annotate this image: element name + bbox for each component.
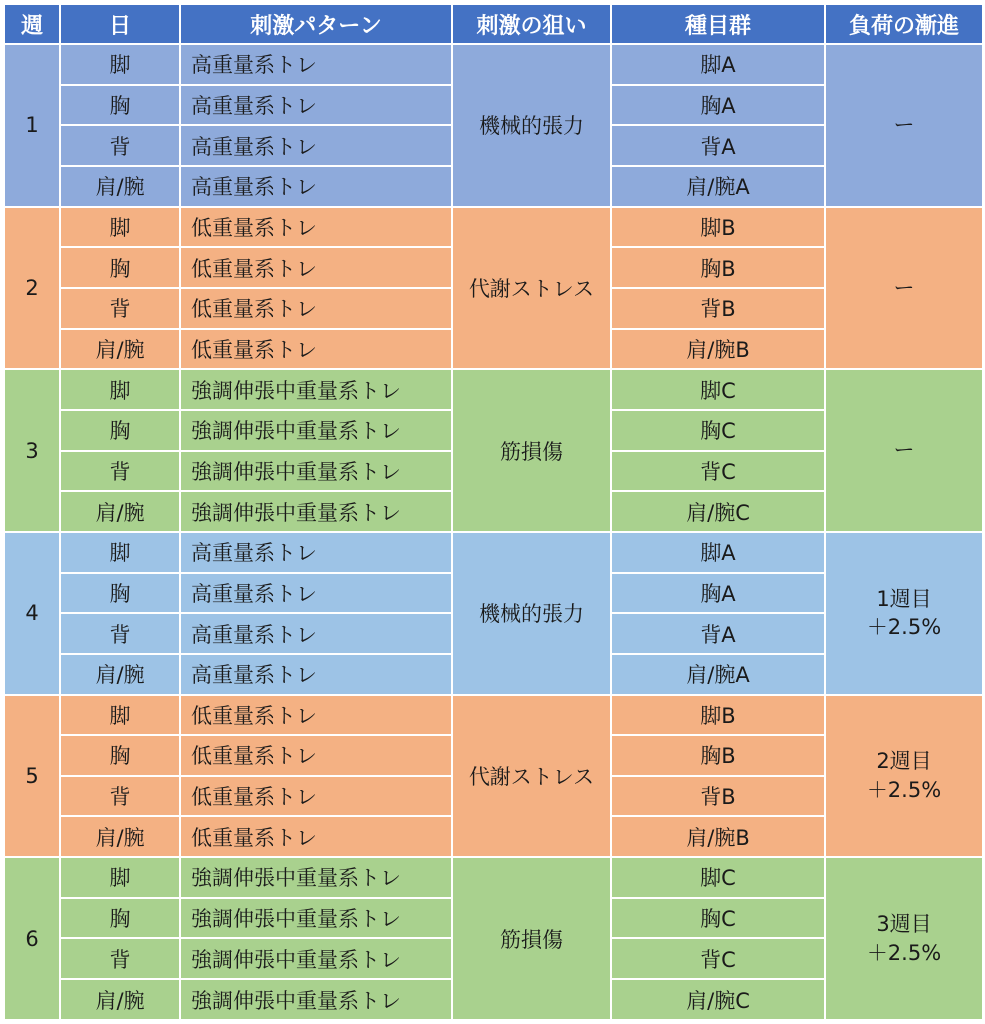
load-progression-cell: ー bbox=[825, 44, 983, 207]
stimulus-pattern-cell: 低重量系トレ bbox=[180, 329, 452, 370]
day-cell: 胸 bbox=[60, 85, 180, 126]
stimulus-pattern-cell: 強調伸張中重量系トレ bbox=[180, 898, 452, 939]
day-cell: 背 bbox=[60, 125, 180, 166]
day-cell: 背 bbox=[60, 776, 180, 817]
exercise-group-cell: 背B bbox=[611, 288, 825, 329]
exercise-group-cell: 背A bbox=[611, 125, 825, 166]
stimulus-pattern-cell: 強調伸張中重量系トレ bbox=[180, 938, 452, 979]
stimulus-pattern-cell: 強調伸張中重量系トレ bbox=[180, 491, 452, 532]
load-progression-cell: 2週目 ＋2.5% bbox=[825, 695, 983, 858]
stimulus-pattern-cell: 高重量系トレ bbox=[180, 166, 452, 207]
table-body bbox=[4, 44, 983, 1020]
stimulus-pattern-cell: 高重量系トレ bbox=[180, 613, 452, 654]
day-cell: 背 bbox=[60, 613, 180, 654]
load-progression-cell: 1週目 ＋2.5% bbox=[825, 532, 983, 695]
week-number-cell: 2 bbox=[4, 207, 60, 370]
week-number-cell: 6 bbox=[4, 857, 60, 1020]
exercise-group-cell: 背A bbox=[611, 613, 825, 654]
header-week: 週 bbox=[4, 4, 60, 44]
exercise-group-cell: 胸A bbox=[611, 85, 825, 126]
stimulus-pattern-cell: 高重量系トレ bbox=[180, 85, 452, 126]
stimulus-pattern-cell: 強調伸張中重量系トレ bbox=[180, 451, 452, 492]
table-row bbox=[4, 369, 983, 410]
exercise-group-cell: 脚B bbox=[611, 695, 825, 736]
stimulus-pattern-cell: 低重量系トレ bbox=[180, 816, 452, 857]
week-number-cell: 3 bbox=[4, 369, 60, 532]
day-cell: 背 bbox=[60, 451, 180, 492]
stimulus-goal-cell: 代謝ストレス bbox=[452, 695, 611, 858]
table-row bbox=[4, 695, 983, 736]
exercise-group-cell: 脚A bbox=[611, 532, 825, 573]
stimulus-pattern-cell: 低重量系トレ bbox=[180, 207, 452, 248]
header-stimulus-pattern: 刺激パターン bbox=[180, 4, 452, 44]
stimulus-pattern-cell: 強調伸張中重量系トレ bbox=[180, 857, 452, 898]
table-row bbox=[4, 44, 983, 85]
exercise-group-cell: 胸B bbox=[611, 735, 825, 776]
day-cell: 背 bbox=[60, 288, 180, 329]
exercise-group-cell: 肩/腕C bbox=[611, 491, 825, 532]
day-cell: 脚 bbox=[60, 695, 180, 736]
exercise-group-cell: 肩/腕B bbox=[611, 329, 825, 370]
day-cell: 胸 bbox=[60, 410, 180, 451]
training-schedule-table bbox=[3, 3, 984, 1021]
exercise-group-cell: 脚B bbox=[611, 207, 825, 248]
stimulus-goal-cell: 機械的張力 bbox=[452, 532, 611, 695]
day-cell: 肩/腕 bbox=[60, 979, 180, 1020]
week-number-cell: 5 bbox=[4, 695, 60, 858]
day-cell: 脚 bbox=[60, 369, 180, 410]
table-row bbox=[4, 207, 983, 248]
day-cell: 脚 bbox=[60, 44, 180, 85]
exercise-group-cell: 肩/腕A bbox=[611, 166, 825, 207]
stimulus-pattern-cell: 強調伸張中重量系トレ bbox=[180, 369, 452, 410]
day-cell: 肩/腕 bbox=[60, 816, 180, 857]
stimulus-goal-cell: 筋損傷 bbox=[452, 857, 611, 1020]
day-cell: 胸 bbox=[60, 247, 180, 288]
day-cell: 胸 bbox=[60, 898, 180, 939]
exercise-group-cell: 脚C bbox=[611, 369, 825, 410]
stimulus-pattern-cell: 低重量系トレ bbox=[180, 247, 452, 288]
stimulus-pattern-cell: 低重量系トレ bbox=[180, 735, 452, 776]
day-cell: 胸 bbox=[60, 735, 180, 776]
table-header bbox=[4, 4, 983, 44]
stimulus-pattern-cell: 高重量系トレ bbox=[180, 532, 452, 573]
exercise-group-cell: 脚C bbox=[611, 857, 825, 898]
load-progression-cell: 3週目 ＋2.5% bbox=[825, 857, 983, 1020]
stimulus-pattern-cell: 低重量系トレ bbox=[180, 776, 452, 817]
day-cell: 肩/腕 bbox=[60, 166, 180, 207]
header-stimulus-goal: 刺激の狙い bbox=[452, 4, 611, 44]
header-load-progression: 負荷の漸進 bbox=[825, 4, 983, 44]
exercise-group-cell: 胸B bbox=[611, 247, 825, 288]
header-day: 日 bbox=[60, 4, 180, 44]
stimulus-pattern-cell: 低重量系トレ bbox=[180, 695, 452, 736]
exercise-group-cell: 胸C bbox=[611, 410, 825, 451]
stimulus-goal-cell: 筋損傷 bbox=[452, 369, 611, 532]
stimulus-pattern-cell: 強調伸張中重量系トレ bbox=[180, 979, 452, 1020]
exercise-group-cell: 胸C bbox=[611, 898, 825, 939]
exercise-group-cell: 肩/腕C bbox=[611, 979, 825, 1020]
day-cell: 肩/腕 bbox=[60, 654, 180, 695]
stimulus-goal-cell: 代謝ストレス bbox=[452, 207, 611, 370]
stimulus-pattern-cell: 低重量系トレ bbox=[180, 288, 452, 329]
stimulus-pattern-cell: 強調伸張中重量系トレ bbox=[180, 410, 452, 451]
day-cell: 肩/腕 bbox=[60, 491, 180, 532]
exercise-group-cell: 背C bbox=[611, 938, 825, 979]
day-cell: 脚 bbox=[60, 207, 180, 248]
exercise-group-cell: 肩/腕A bbox=[611, 654, 825, 695]
day-cell: 脚 bbox=[60, 857, 180, 898]
exercise-group-cell: 肩/腕B bbox=[611, 816, 825, 857]
header-exercise-group: 種目群 bbox=[611, 4, 825, 44]
day-cell: 胸 bbox=[60, 573, 180, 614]
stimulus-pattern-cell: 高重量系トレ bbox=[180, 573, 452, 614]
day-cell: 脚 bbox=[60, 532, 180, 573]
stimulus-goal-cell: 機械的張力 bbox=[452, 44, 611, 207]
day-cell: 背 bbox=[60, 938, 180, 979]
stimulus-pattern-cell: 高重量系トレ bbox=[180, 125, 452, 166]
table-row bbox=[4, 532, 983, 573]
exercise-group-cell: 胸A bbox=[611, 573, 825, 614]
stimulus-pattern-cell: 高重量系トレ bbox=[180, 654, 452, 695]
header-row bbox=[4, 4, 983, 44]
day-cell: 肩/腕 bbox=[60, 329, 180, 370]
week-number-cell: 1 bbox=[4, 44, 60, 207]
exercise-group-cell: 背B bbox=[611, 776, 825, 817]
table-row bbox=[4, 857, 983, 898]
load-progression-cell: ー bbox=[825, 369, 983, 532]
exercise-group-cell: 脚A bbox=[611, 44, 825, 85]
exercise-group-cell: 背C bbox=[611, 451, 825, 492]
week-number-cell: 4 bbox=[4, 532, 60, 695]
load-progression-cell: ー bbox=[825, 207, 983, 370]
stimulus-pattern-cell: 高重量系トレ bbox=[180, 44, 452, 85]
